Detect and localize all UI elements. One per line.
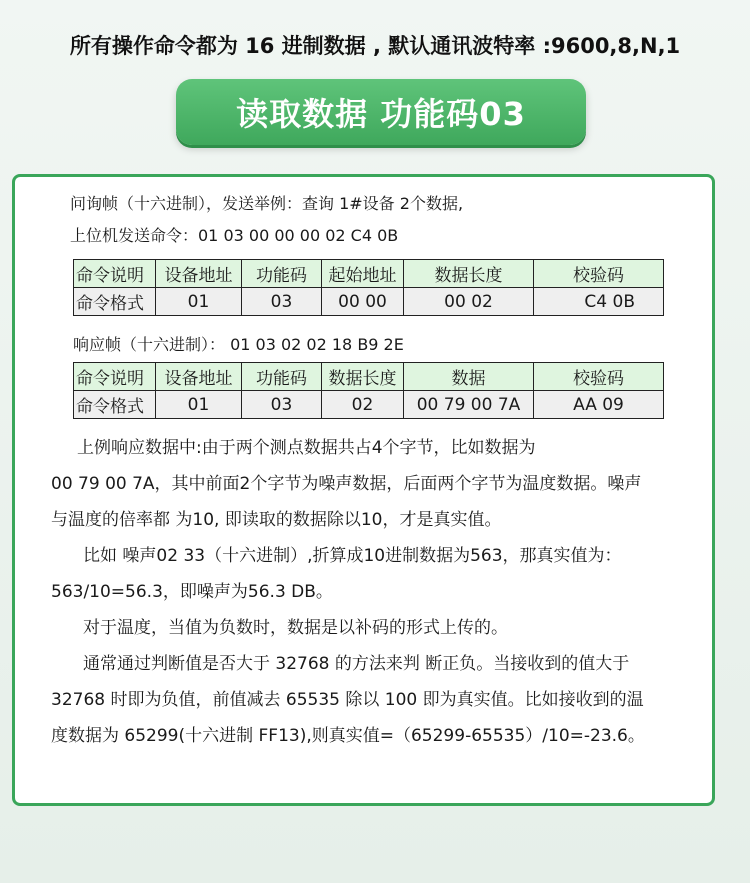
table-cell: 03 — [242, 391, 322, 419]
table-header-cell: 命令说明 — [74, 260, 156, 288]
table-cell: 00 79 00 7A — [404, 391, 534, 419]
table-cell: 01 — [156, 391, 242, 419]
table-header-cell: 校验码 — [534, 260, 664, 288]
response-frame-table — [73, 362, 664, 419]
explanation-line: 00 79 00 7A，其中前面2个字节为噪声数据，后面两个字节为温度数据。噪声 — [51, 474, 642, 494]
table-cell: 命令格式 — [74, 391, 156, 419]
table-header-cell: 功能码 — [242, 363, 322, 391]
table-header-cell: 数据长度 — [404, 260, 534, 288]
content-card — [12, 174, 715, 806]
table-header-cell: 起始地址 — [322, 260, 404, 288]
table-cell: 03 — [242, 288, 322, 316]
response-table-header — [74, 363, 664, 391]
table-row — [74, 288, 664, 316]
explanation-line: 比如 噪声02 33（十六进制）,折算成10进制数据为563，那真实值为： — [83, 546, 622, 566]
query-intro: 问询帧（十六进制），发送举例：查询 1#设备 2个数据, — [70, 194, 464, 213]
table-cell: C4 0B — [534, 288, 664, 316]
table-row — [74, 391, 664, 419]
table-header-cell: 数据 — [404, 363, 534, 391]
table-header-cell: 设备地址 — [156, 363, 242, 391]
response-intro: 响应帧（十六进制）： 01 03 02 02 18 B9 2E — [73, 335, 404, 354]
table-header-cell: 校验码 — [534, 363, 664, 391]
table-header-cell: 命令说明 — [74, 363, 156, 391]
table-header-cell: 功能码 — [242, 260, 322, 288]
explanation-line: 对于温度，当值为负数时，数据是以补码的形式上传的。 — [83, 618, 508, 638]
query-table-header — [74, 260, 664, 288]
top-note: 所有操作命令都为 16 进制数据 , 默认通讯波特率 :9600,8,N,1 — [69, 34, 681, 58]
table-cell: 01 — [156, 288, 242, 316]
explanation-line: 上例响应数据中:由于两个测点数据共占4个字节，比如数据为 — [77, 438, 536, 458]
explanation-line: 通常通过判断值是否大于 32768 的方法来判 断正负。当接收到的值大于 — [83, 654, 630, 674]
table-cell: AA 09 — [534, 391, 664, 419]
table-cell: 命令格式 — [74, 288, 156, 316]
table-header-cell: 设备地址 — [156, 260, 242, 288]
explanation-line: 与温度的倍率都 为10, 即读取的数据除以10，才是真实值。 — [51, 510, 502, 530]
query-frame-table — [73, 259, 664, 316]
explanation-line: 32768 时即为负值，前值减去 65535 除以 100 即为真实值。比如接收到的温 — [51, 690, 644, 710]
explanation-line: 度数据为 65299(十六进制 FF13),则真实值=（65299-65535）/10=-23.6。 — [51, 726, 645, 746]
table-cell: 00 02 — [404, 288, 534, 316]
table-cell: 02 — [322, 391, 404, 419]
explanation-line: 563/10=56.3，即噪声为56.3 DB。 — [51, 582, 333, 602]
query-command: 上位机发送命令：01 03 00 00 00 02 C4 0B — [70, 226, 399, 245]
table-cell: 00 00 — [322, 288, 404, 316]
table-header-cell: 数据长度 — [322, 363, 404, 391]
function-code-banner: 读取数据 功能码03 — [176, 79, 586, 145]
